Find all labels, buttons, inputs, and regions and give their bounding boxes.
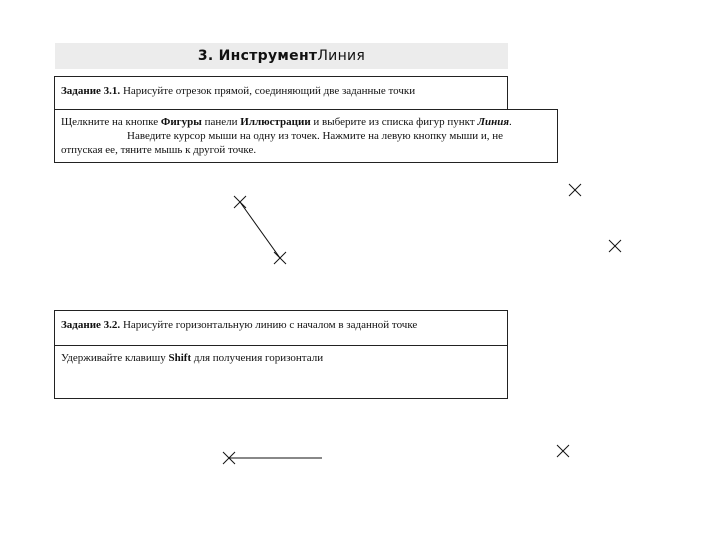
task-3-2-label: Задание 3.2. xyxy=(61,319,121,331)
start-point-cross-icon[interactable] xyxy=(223,452,235,464)
title-suffix: Линия xyxy=(317,48,366,64)
instruction-3-1-button-name: Фигуры xyxy=(160,116,202,128)
section-title xyxy=(55,43,508,69)
instruction-3-2-box xyxy=(54,345,508,399)
instruction-3-1-panel-name: Иллюстрации xyxy=(240,116,311,128)
point-marker-cross-icon[interactable] xyxy=(609,240,621,252)
instruction-3-1-line2: Наведите курсор мыши на одну из точек. Нажмите на левую кнопку мыши и, не xyxy=(127,130,504,142)
task-3-2-box xyxy=(54,310,508,346)
instruction-3-1-part4: . xyxy=(509,116,512,128)
instruction-3-1-line3: отпуская ее, тяните мышь к другой точке. xyxy=(61,144,257,156)
instruction-3-1-box xyxy=(54,109,558,163)
task-3-1-box xyxy=(54,76,508,110)
instruction-3-2-part2: для получения горизонтали xyxy=(191,352,324,364)
point-marker-cross-icon[interactable] xyxy=(274,252,286,264)
instruction-3-1-item-name: Линия xyxy=(477,116,509,128)
task-3-2-text: Нарисуйте горизонтальную линию с началом в заданной точке xyxy=(120,319,418,331)
point-marker-cross-icon[interactable] xyxy=(569,184,581,196)
title-prefix: 3. Инструмент xyxy=(197,48,318,64)
drawn-segment[interactable] xyxy=(240,202,280,258)
instruction-3-1-part2: панели xyxy=(201,116,241,128)
task-3-1-text: Нарисуйте отрезок прямой, соединяющий две заданные точки xyxy=(120,85,416,97)
point-marker-cross-icon[interactable] xyxy=(557,445,569,457)
instruction-3-1-part1: Щелкните на кнопке xyxy=(61,116,161,128)
task-3-1-label: Задание 3.1. xyxy=(61,85,121,97)
instruction-3-1-part3: и выберите из списка фигур пункт xyxy=(310,116,478,128)
instruction-3-2-part1: Удерживайте клавишу xyxy=(61,352,169,364)
instruction-3-2-key: Shift xyxy=(168,352,192,364)
point-marker-cross-icon[interactable] xyxy=(234,196,246,208)
